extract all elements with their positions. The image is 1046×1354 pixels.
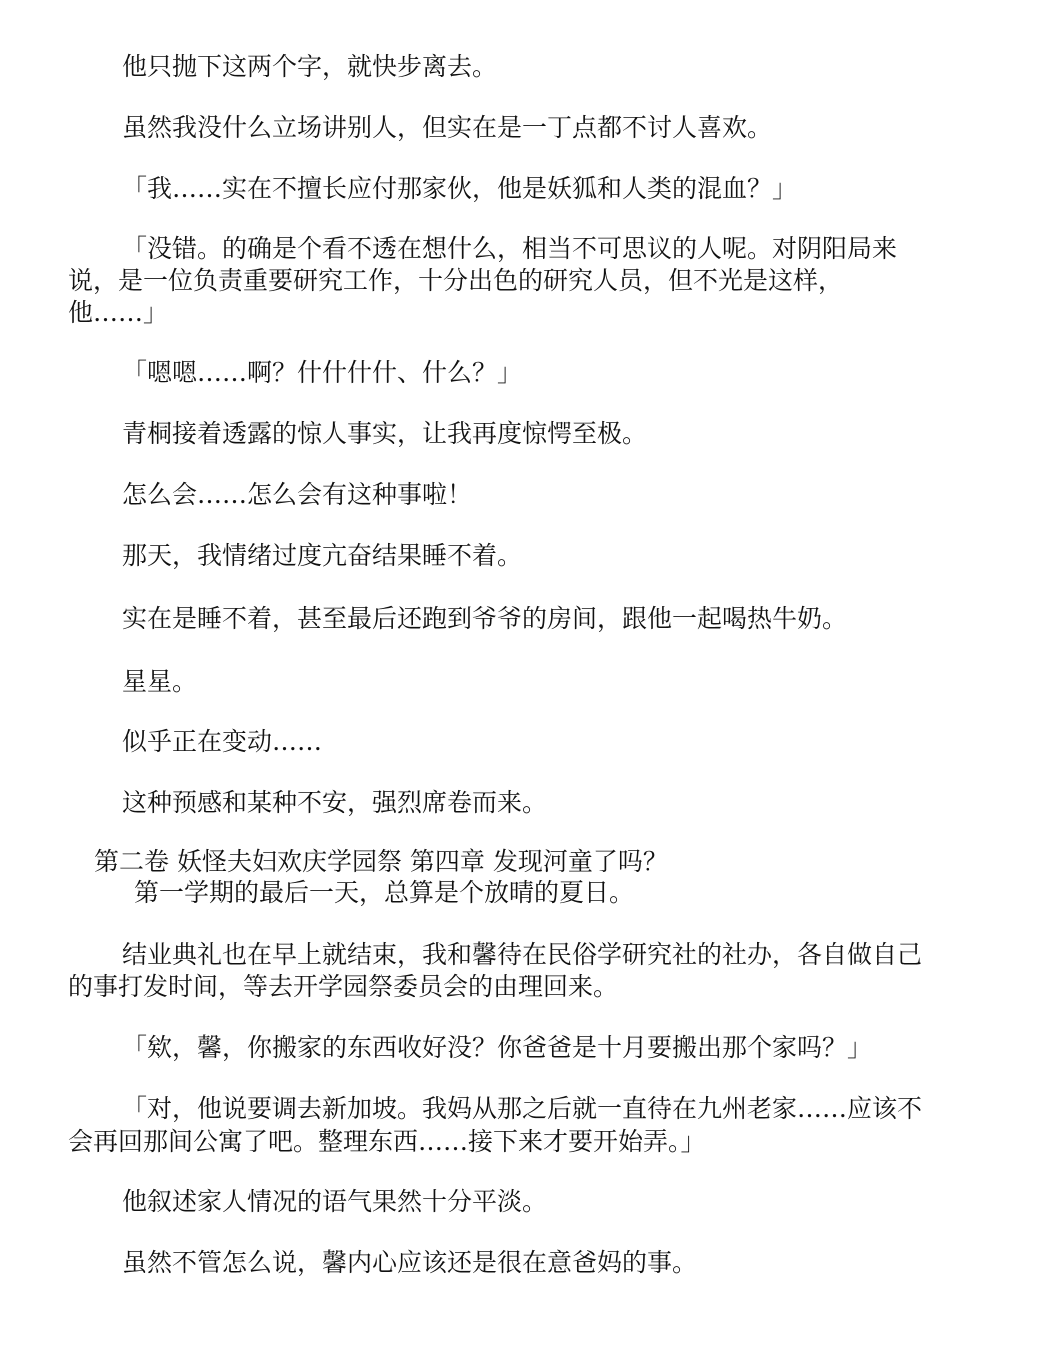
dialogue-paragraph: 「我……实在不擅长应付那家伙，他是妖狐和人类的混血？」 — [122, 174, 798, 203]
paragraph: 那天，我情绪过度亢奋结果睡不着。 — [122, 541, 523, 570]
paragraph: 他只抛下这两个字，就快步离去。 — [122, 52, 498, 81]
dialogue-paragraph-line: 会再回那间公寓了吧。整理东西……接下来才要开始弄。」 — [68, 1127, 706, 1156]
paragraph: 怎么会……怎么会有这种事啦！ — [122, 480, 473, 509]
paragraph: 实在是睡不着，甚至最后还跑到爷爷的房间，跟他一起喝热牛奶。 — [122, 604, 848, 633]
paragraph-line: 结业典礼也在早上就结束，我和馨待在民俗学研究社的社办，各自做自己 — [122, 940, 923, 969]
paragraph: 第一学期的最后一天，总算是个放晴的夏日。 — [134, 878, 635, 907]
dialogue-paragraph-line: 他……」 — [68, 298, 169, 327]
dialogue-paragraph: 「欸，馨，你搬家的东西收好没？你爸爸是十月要搬出那个家吗？」 — [122, 1033, 873, 1062]
chapter-heading: 第二卷 妖怪夫妇欢庆学园祭 第四章 发现河童了吗？ — [94, 847, 668, 876]
paragraph: 虽然不管怎么说，馨内心应该还是很在意爸妈的事。 — [122, 1248, 698, 1277]
paragraph: 他叙述家人情况的语气果然十分平淡。 — [122, 1187, 548, 1216]
paragraph: 似乎正在变动…… — [122, 727, 323, 756]
dialogue-paragraph-line: 「对，他说要调去新加坡。我妈从那之后就一直待在九州老家……应该不 — [122, 1094, 923, 1123]
dialogue-paragraph-line: 「没错。的确是个看不透在想什么，相当不可思议的人呢。对阴阳局来 — [122, 234, 898, 263]
dialogue-paragraph: 「嗯嗯……啊？什什什什、什么？」 — [122, 358, 523, 387]
paragraph: 这种预感和某种不安，强烈席卷而来。 — [122, 788, 548, 817]
paragraph: 青桐接着透露的惊人事实，让我再度惊愕至极。 — [122, 419, 648, 448]
paragraph: 虽然我没什么立场讲别人，但实在是一丁点都不讨人喜欢。 — [122, 113, 773, 142]
dialogue-paragraph-line: 说，是一位负责重要研究工作，十分出色的研究人员，但不光是这样， — [68, 266, 844, 295]
paragraph-line: 的事打发时间，等去开学园祭委员会的由理回来。 — [68, 972, 619, 1001]
paragraph: 星星。 — [122, 667, 198, 696]
